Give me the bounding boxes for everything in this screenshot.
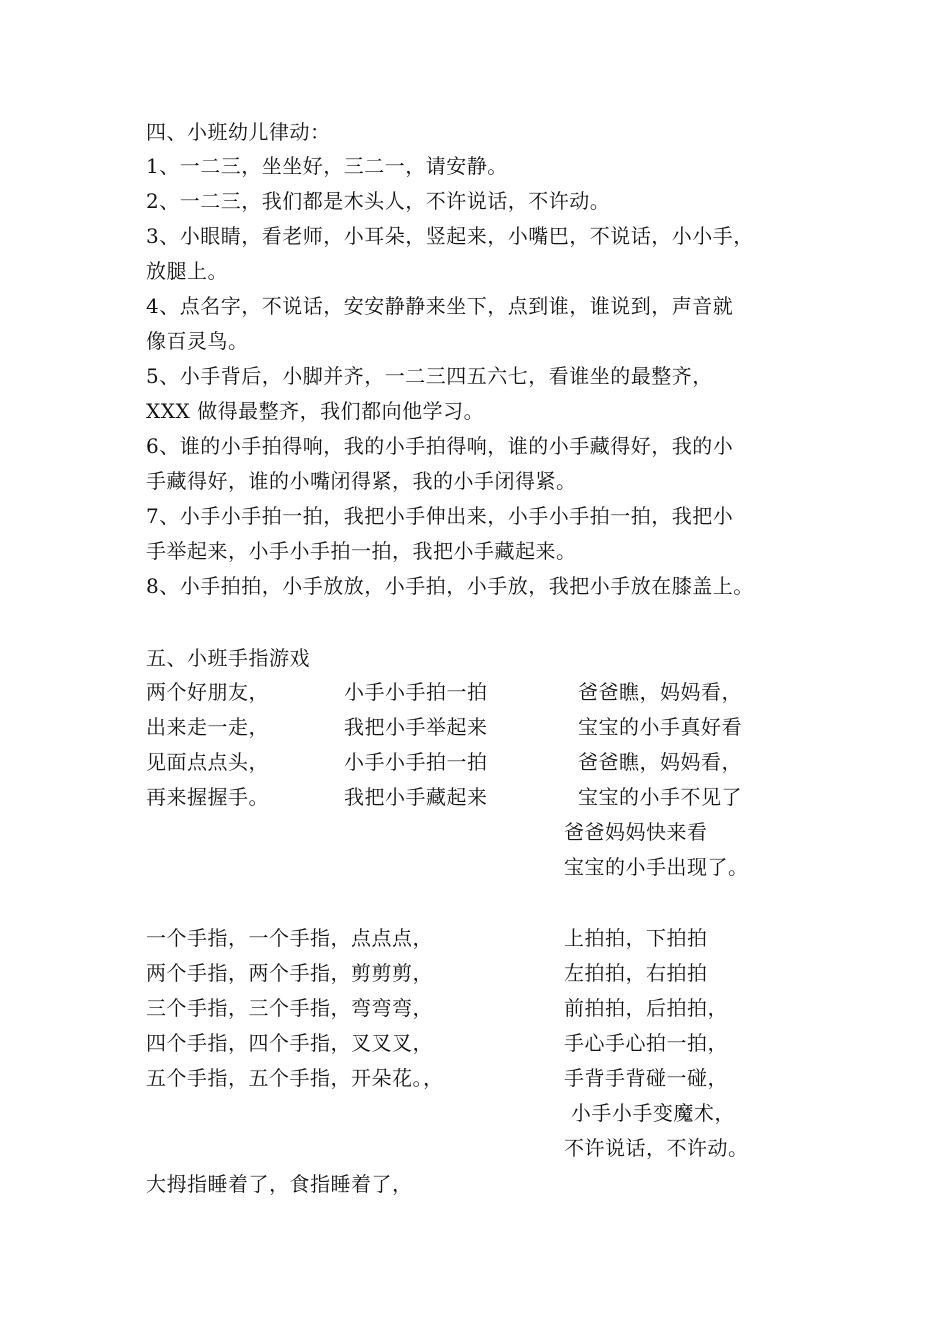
game2-right-line: 左拍拍，右拍拍	[564, 961, 708, 985]
game2-right-line: 上拍拍，下拍拍	[564, 926, 708, 950]
game2-left-line: 四个手指，四个手指，叉叉叉，	[146, 1031, 433, 1055]
section5-last-line: 大拇指睡着了，食指睡着了，	[146, 1172, 413, 1196]
section5-title: 五、小班手指游戏	[146, 646, 310, 670]
game1-col1-line: 两个好朋友，	[146, 680, 269, 704]
game1-col1-line: 再来握握手。	[146, 785, 269, 809]
section4-line-4-cont: 像百灵鸟。	[146, 329, 249, 353]
section4-line-8: 8、小手拍拍，小手放放，小手拍，小手放，我把小手放在膝盖上。	[146, 574, 754, 598]
game1-col3-line: 爸爸瞧，妈妈看，	[578, 680, 742, 704]
game2-right-line: 手背手背碰一碰，	[564, 1066, 728, 1090]
game1-col1-line: 出来走一走，	[146, 715, 269, 739]
section4-line-5: 5、小手背后，小脚并齐，一二三四五六七，看谁坐的最整齐，	[146, 364, 713, 388]
section4-title: 四、小班幼儿律动：	[146, 120, 331, 144]
section4-line-3: 3、小眼睛，看老师，小耳朵，竖起来，小嘴巴，不说话，小小手，	[146, 224, 754, 248]
game1-col3-line: 爸爸妈妈快来看	[564, 820, 708, 844]
game1-col2-line: 我把小手举起来	[344, 715, 488, 739]
section4-line-4: 4、点名字，不说话，安安静静来坐下，点到谁，谁说到，声音就	[146, 294, 734, 318]
section4-line-6: 6、谁的小手拍得响，我的小手拍得响，谁的小手藏得好，我的小	[146, 434, 734, 458]
game2-left-line: 三个手指，三个手指，弯弯弯，	[146, 996, 433, 1020]
game1-col3-line: 宝宝的小手不见了	[578, 785, 742, 809]
section4-line-7-cont: 手举起来，小手小手拍一拍，我把小手藏起来。	[146, 539, 577, 563]
game2-left-line: 一个手指，一个手指，点点点，	[146, 926, 433, 950]
game1-col1-line: 见面点点头，	[146, 750, 269, 774]
section4-line-2: 2、一二三，我们都是木头人，不许说话，不许动。	[146, 189, 611, 213]
game1-col2-line: 小手小手拍一拍	[344, 750, 488, 774]
section4-line-1: 1、一二三，坐坐好，三二一，请安静。	[146, 154, 508, 178]
game2-left-line: 五个手指，五个手指，开朵花。，	[146, 1066, 444, 1090]
game2-right-line: 不许说话，不许动。	[564, 1136, 749, 1160]
game1-col3-line: 宝宝的小手真好看	[578, 715, 742, 739]
game2-right-line: 前拍拍，后拍拍，	[564, 996, 728, 1020]
game1-col2-line: 我把小手藏起来	[344, 785, 488, 809]
game1-col3-line: 爸爸瞧，妈妈看，	[578, 750, 742, 774]
section4-line-5-cont: XXX 做得最整齐，我们都向他学习。	[146, 399, 485, 423]
game1-col2-line: 小手小手拍一拍	[344, 680, 488, 704]
game2-right-line: 手心手心拍一拍，	[564, 1031, 728, 1055]
game2-left-line: 两个手指，两个手指，剪剪剪，	[146, 961, 433, 985]
section4-line-3-cont: 放腿上。	[146, 259, 228, 283]
game2-right-line: 小手小手变魔术，	[564, 1101, 735, 1125]
section4-line-7: 7、小手小手拍一拍，我把小手伸出来，小手小手拍一拍，我把小	[146, 504, 734, 528]
section4-line-6-cont: 手藏得好，谁的小嘴闭得紧，我的小手闭得紧。	[146, 469, 577, 493]
game1-col3-line: 宝宝的小手出现了。	[564, 855, 749, 879]
